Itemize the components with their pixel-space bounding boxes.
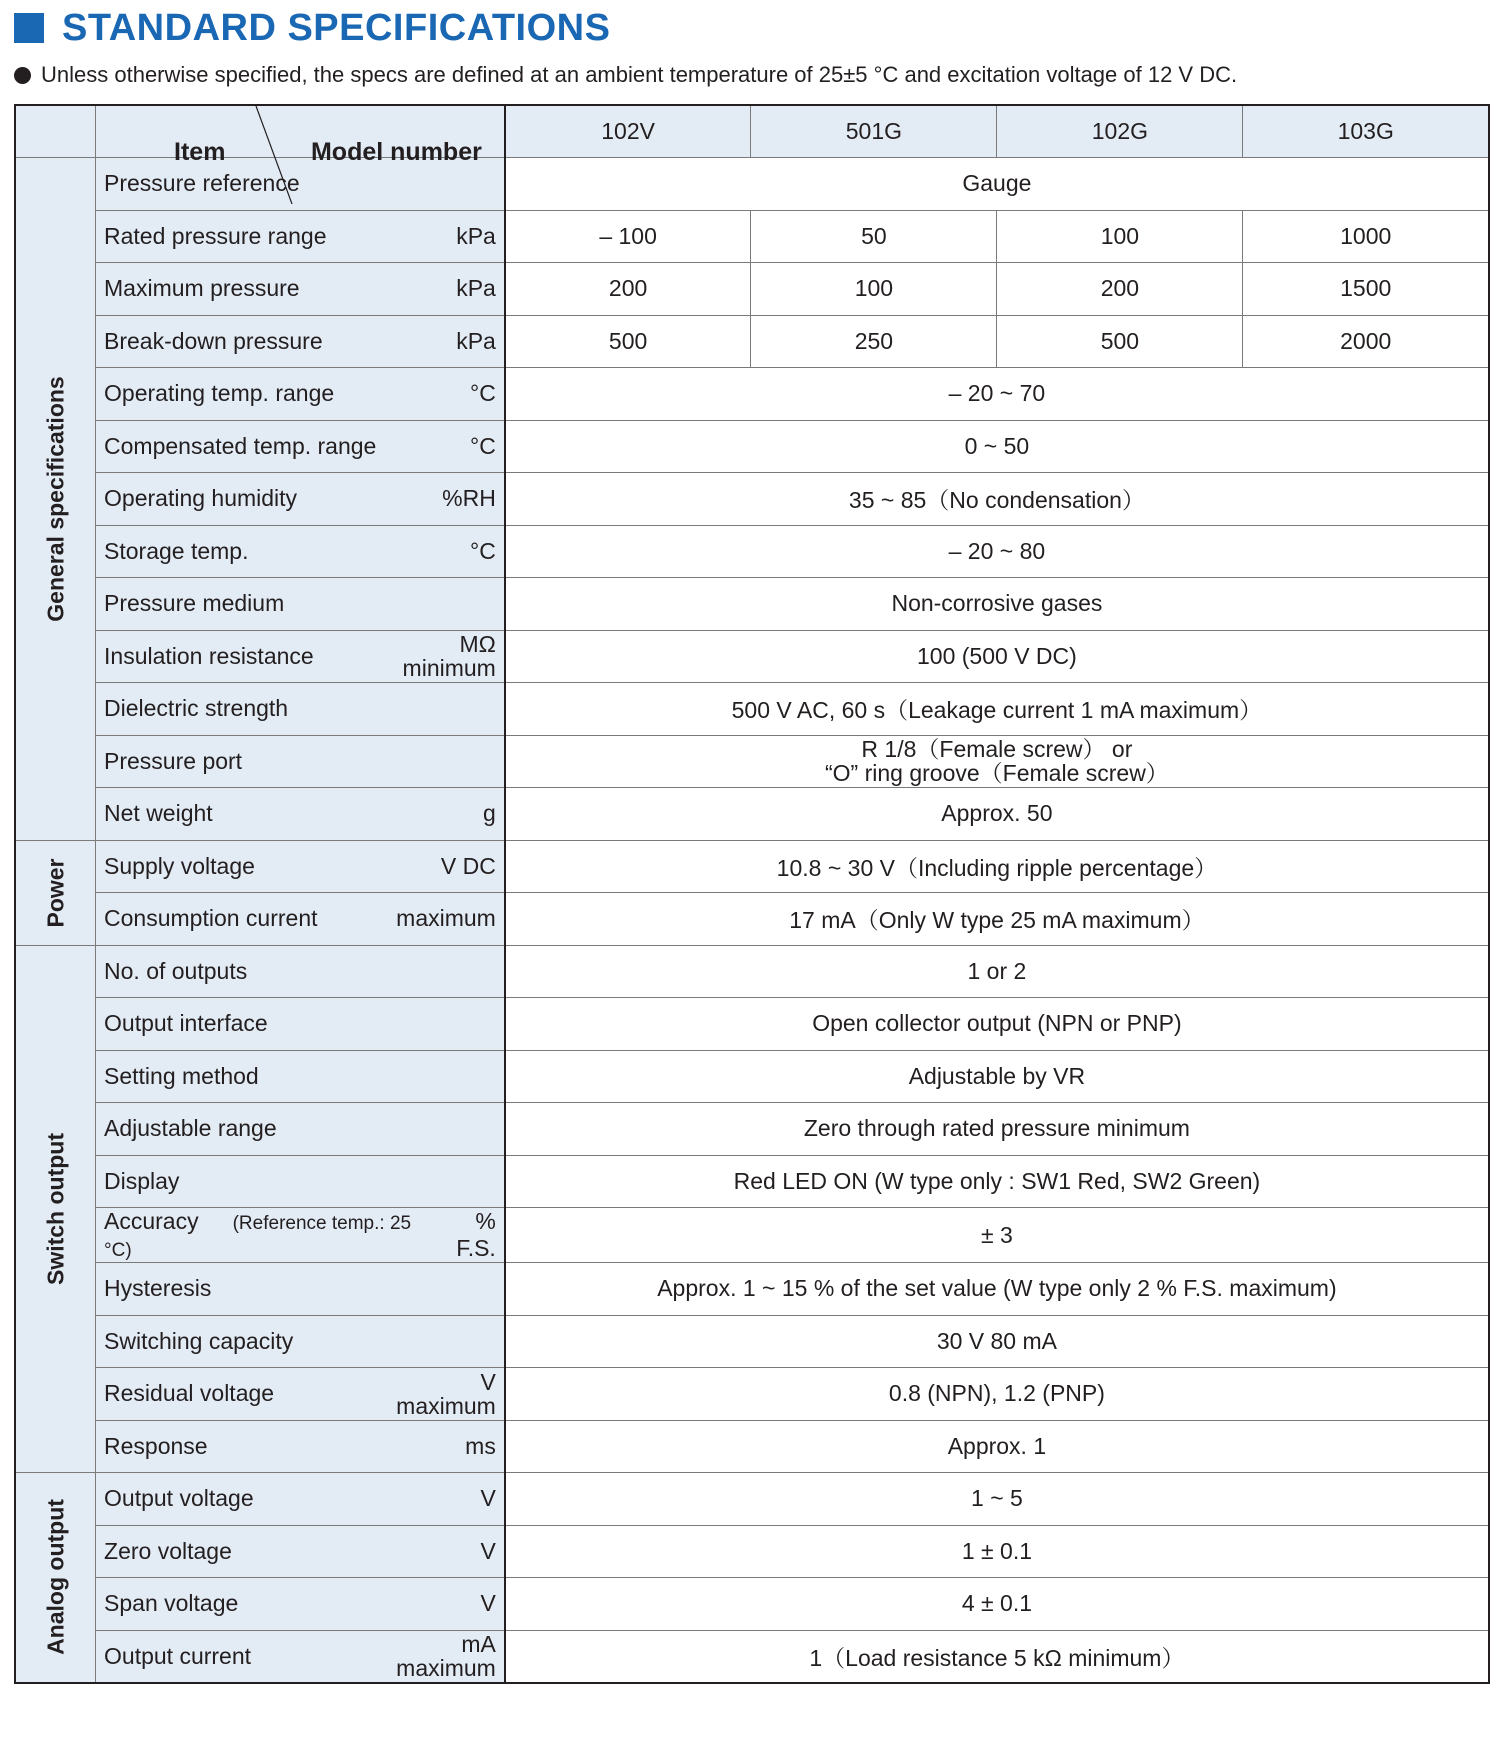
unit-text [403, 632, 496, 680]
header-item-label: Item [174, 138, 226, 166]
label-text: Consumption current [104, 905, 318, 932]
table-row [15, 893, 1489, 946]
unit-text: °C [470, 537, 496, 564]
group-label: Power [42, 857, 68, 928]
row-value: 0.8 (NPN), 1.2 (PNP) [505, 1368, 1489, 1421]
label-text: Display [104, 1167, 180, 1194]
table-row [15, 1155, 1489, 1208]
table-row [15, 1630, 1489, 1683]
row-value: ± 3 [505, 1208, 1489, 1263]
model-103g: 103G [1243, 105, 1489, 158]
unit-line: minimum [402, 655, 496, 682]
note-text: Unless otherwise specified, the specs are defined at an ambient temperature of 25±5 °C and excitation voltage of 12 V DC. [41, 62, 1238, 87]
table-row [15, 1473, 1489, 1526]
row-label [96, 1155, 505, 1208]
label-text: Compensated temp. range [104, 432, 377, 459]
unit-text: ms [465, 1432, 496, 1459]
model-501g: 501G [751, 105, 997, 158]
row-label [96, 315, 505, 368]
unit-text: g [483, 800, 496, 827]
header-item-cell [96, 105, 505, 166]
cell-value: 500 [505, 315, 751, 368]
table-row [15, 1315, 1489, 1368]
row-value: Approx. 50 [505, 788, 1489, 841]
unit-text [396, 1632, 496, 1680]
value-line: R 1/8（Female screw） or [861, 736, 1133, 763]
label-text: Span voltage [104, 1590, 239, 1617]
group-general [15, 158, 96, 841]
row-label [96, 368, 505, 421]
group-label: General specifications [42, 376, 68, 622]
table-row [15, 473, 1489, 526]
table-row [15, 735, 1489, 788]
label-text: Break-down pressure [104, 327, 323, 354]
row-value: Adjustable by VR [505, 1050, 1489, 1103]
group-label: Analog output [42, 1499, 68, 1656]
label-main: Accuracy [104, 1208, 199, 1234]
unit-text: V [480, 1485, 496, 1512]
table-row [15, 525, 1489, 578]
table-row [15, 315, 1489, 368]
header-corner [15, 105, 96, 158]
table-row [15, 263, 1489, 316]
row-value: 1 ~ 5 [505, 1473, 1489, 1526]
label-text: Supply voltage [104, 852, 255, 879]
cell-value: 2000 [1243, 315, 1489, 368]
row-value: 1 or 2 [505, 945, 1489, 998]
row-label [96, 735, 505, 788]
row-value: 0 ~ 50 [505, 420, 1489, 473]
row-value [505, 735, 1489, 788]
unit-text: kPa [456, 222, 496, 249]
row-label [96, 473, 505, 526]
row-value: 4 ± 0.1 [505, 1578, 1489, 1631]
unit-text: V [480, 1590, 496, 1617]
row-label [96, 1473, 505, 1526]
unit-line: maximum [396, 1392, 496, 1419]
label-text: Output interface [104, 1010, 268, 1037]
label-text: Zero voltage [104, 1537, 232, 1564]
label-text: Switching capacity [104, 1327, 294, 1354]
title-square-icon [14, 13, 44, 43]
row-label [96, 788, 505, 841]
cell-value: 100 [997, 210, 1243, 263]
row-label [96, 1420, 505, 1473]
table-row [15, 630, 1489, 683]
row-value: 10.8 ~ 30 V（Including ripple percentage） [505, 840, 1489, 893]
row-label [96, 998, 505, 1051]
table-row [15, 368, 1489, 421]
row-label [96, 683, 505, 736]
row-value: Non-corrosive gases [505, 578, 1489, 631]
label-text: Operating temp. range [104, 380, 335, 407]
unit-line: V [480, 1368, 496, 1395]
row-value: 100 (500 V DC) [505, 630, 1489, 683]
row-value: 500 V AC, 60 s（Leakage current 1 mA maximum） [505, 683, 1489, 736]
label-text: Dielectric strength [104, 695, 289, 722]
cell-value: 200 [997, 263, 1243, 316]
cell-value: 1500 [1243, 263, 1489, 316]
row-label [96, 893, 505, 946]
unit-text: V [480, 1537, 496, 1564]
row-label [96, 210, 505, 263]
table-row [15, 998, 1489, 1051]
row-label [96, 1208, 505, 1263]
row-label [96, 1103, 505, 1156]
row-label [96, 525, 505, 578]
unit-text [396, 1370, 496, 1418]
unit-text: °C [470, 432, 496, 459]
label-text: Insulation resistance [104, 642, 314, 669]
row-label [96, 263, 505, 316]
cell-value: 50 [751, 210, 997, 263]
row-label [96, 1050, 505, 1103]
label-text: Adjustable range [104, 1115, 277, 1142]
table-row [15, 1525, 1489, 1578]
label-text: Pressure reference [104, 170, 300, 197]
row-label [96, 840, 505, 893]
row-label [96, 420, 505, 473]
group-switch [15, 945, 96, 1473]
row-value: Zero through rated pressure minimum [505, 1103, 1489, 1156]
unit-text: kPa [456, 275, 496, 302]
label-text: Net weight [104, 800, 213, 827]
unit-line: MΩ [459, 631, 496, 658]
label-text: Pressure medium [104, 590, 285, 617]
unit-text: %RH [442, 485, 496, 512]
row-label [96, 578, 505, 631]
row-value: Approx. 1 [505, 1420, 1489, 1473]
cell-value: – 100 [505, 210, 751, 263]
row-value: 17 mA（Only W type 25 mA maximum） [505, 893, 1489, 946]
unit-text: kPa [456, 327, 496, 354]
cell-value: 200 [505, 263, 751, 316]
table-row [15, 1263, 1489, 1316]
model-102v: 102V [505, 105, 751, 158]
unit-text: maximum [396, 905, 496, 932]
table-row [15, 420, 1489, 473]
cell-value: 100 [751, 263, 997, 316]
table-row [15, 788, 1489, 841]
table-row [15, 1368, 1489, 1421]
row-value: 1（Load resistance 5 kΩ minimum） [505, 1630, 1489, 1683]
label-text: Hysteresis [104, 1275, 212, 1302]
row-label [96, 1525, 505, 1578]
unit-line: maximum [396, 1655, 496, 1681]
label-text: Operating humidity [104, 485, 298, 512]
label-text: Setting method [104, 1062, 259, 1089]
row-value: Red LED ON (W type only : SW1 Red, SW2 Green) [505, 1155, 1489, 1208]
row-value: 30 V 80 mA [505, 1315, 1489, 1368]
reference-note: (Reference temp.: 25 °C) [104, 1213, 412, 1261]
table-row [15, 578, 1489, 631]
title-text: STANDARD SPECIFICATIONS [62, 6, 611, 49]
row-label [96, 1263, 505, 1316]
row-label [96, 945, 505, 998]
value-line: “O” ring groove（Female screw） [825, 760, 1169, 787]
row-label [96, 1368, 505, 1421]
bullet-icon [14, 67, 31, 84]
row-label [96, 1315, 505, 1368]
header-row [15, 105, 1489, 158]
row-label [96, 630, 505, 683]
page-title [14, 6, 610, 50]
label-text: Output voltage [104, 1485, 254, 1512]
row-value: – 20 ~ 80 [505, 525, 1489, 578]
table-row [15, 1578, 1489, 1631]
row-label [96, 1578, 505, 1631]
header-model-label: Model number [310, 138, 482, 166]
row-value: 1 ± 0.1 [505, 1525, 1489, 1578]
table-row [15, 1103, 1489, 1156]
unit-line: mA [461, 1631, 496, 1657]
row-value: 35 ~ 85（No condensation） [505, 473, 1489, 526]
cell-value: 500 [997, 315, 1243, 368]
row-value: Open collector output (NPN or PNP) [505, 998, 1489, 1051]
unit-text: % F.S. [456, 1208, 496, 1261]
row-label [96, 1630, 505, 1683]
note [14, 62, 1237, 88]
table-row [15, 1420, 1489, 1473]
label-text: Output current [104, 1642, 252, 1669]
unit-text: °C [470, 380, 496, 407]
label-text: Pressure port [104, 747, 243, 774]
group-power [15, 840, 96, 945]
table-row [15, 683, 1489, 736]
spec-table [14, 104, 1490, 1684]
table-row [15, 1050, 1489, 1103]
table-row [15, 210, 1489, 263]
table-row [15, 1208, 1489, 1263]
label-text [104, 1208, 432, 1262]
label-text: No. of outputs [104, 957, 248, 984]
row-value: Approx. 1 ~ 15 % of the set value (W type only 2 % F.S. maximum) [505, 1263, 1489, 1316]
row-value: – 20 ~ 70 [505, 368, 1489, 421]
row-value: Gauge [505, 158, 1489, 211]
group-label: Switch output [42, 1132, 68, 1285]
label-text: Rated pressure range [104, 222, 327, 249]
label-text: Response [104, 1432, 208, 1459]
cell-value: 1000 [1243, 210, 1489, 263]
table-row [15, 945, 1489, 998]
label-text: Storage temp. [104, 537, 249, 564]
table-row [15, 840, 1489, 893]
group-analog [15, 1473, 96, 1683]
label-text: Maximum pressure [104, 275, 300, 302]
cell-value: 250 [751, 315, 997, 368]
label-text: Residual voltage [104, 1380, 275, 1407]
model-102g: 102G [997, 105, 1243, 158]
unit-text: V DC [440, 852, 496, 879]
